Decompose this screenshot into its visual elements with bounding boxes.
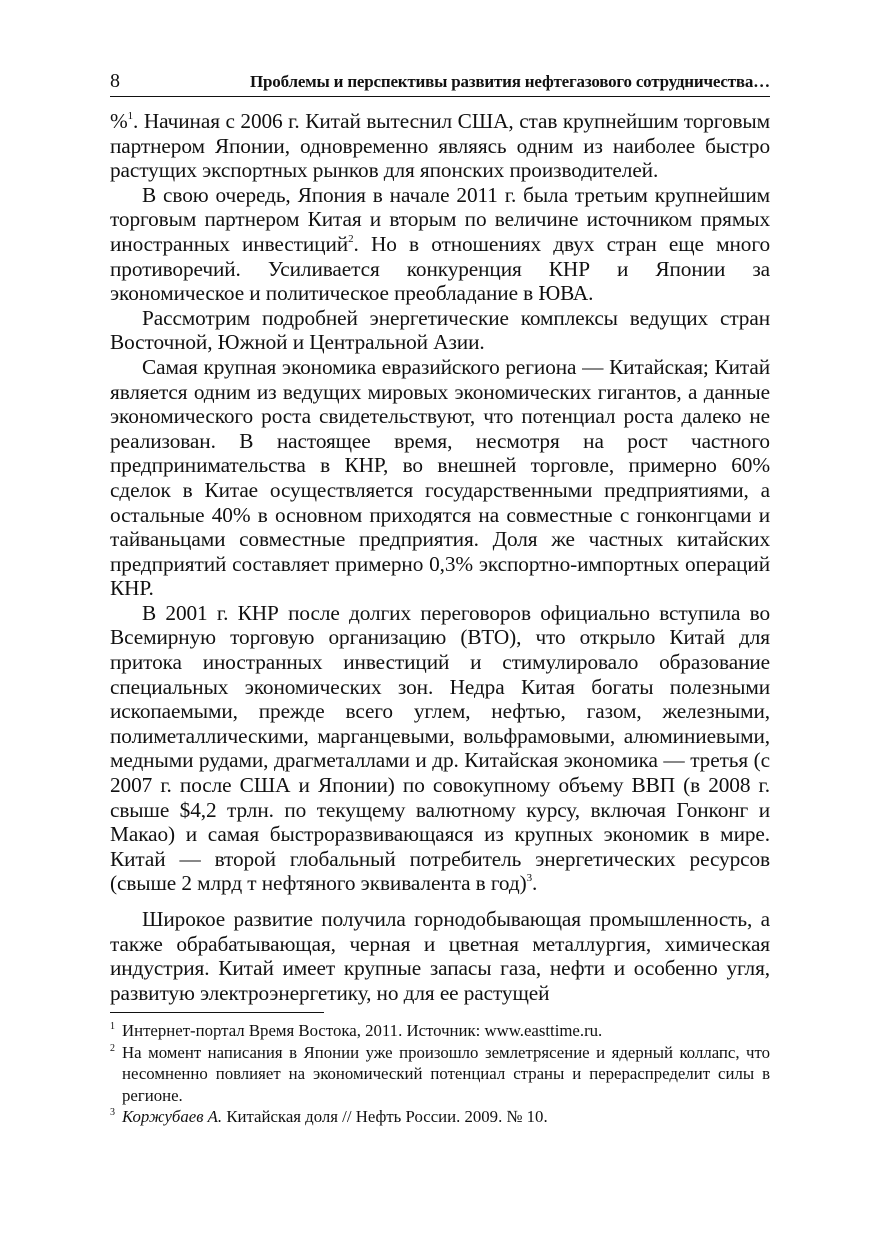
footnote-1-text: Интернет-портал Время Востока, 2011. Источник: www.easttime.ru. [122,1021,603,1040]
paragraph-5-text-a: В 2001 г. КНР после долгих переговоров официально вступила во Всемирную торговую организацию (ВТО), что открыло Китай для притока иностранных инвестиций и стимулировало образование специальных экономических зон. Недра Китая богаты полезными ископаемыми, прежде всего углем, нефтью, газом, железными, полиметаллическими, марганцевыми, вольфрамовыми, алюминиевыми, медными рудами, драгметаллами и др. Китайская экономика — третья (с 2007 г. после США и Японии) по совокупному объему ВВП (в 2008 г. свыше $4,2 трлн. по текущему валютному курсу, включая Гонконг и Макао) и самая быстроразвивающаяся из крупных экономик в мире. Китай — второй глобальный потребитель энергетических ресурсов (свыше 2 млрд т нефтяного эквивалента в год) [110,600,770,896]
paragraph-5-text-b: . [532,871,538,896]
paragraph-2-text-b: . Но в отношениях двух стран еще много противоречий. Усиливается конкуренция КНР и Японии за экономическое и политическое преобладание в ЮВА. [110,231,770,306]
footnote-3-citation: Китайская доля // Нефть России. 2009. № 10. [222,1107,548,1127]
footnote-3-number: 3 [110,1107,115,1119]
body-text [110,109,770,1005]
paragraph-5 [110,601,770,896]
footnote-ref-1: 1 [127,110,134,122]
footnote-2-text: На момент написания в Японии уже произошло землетрясение и ядерный коллапс, что несомненно повлияет на экономический потенциал страны и перераспределит силы в регионе. [122,1042,770,1105]
footnote-separator [110,1012,324,1013]
footnote-ref-3: 3 [526,872,533,885]
page-number: 8 [110,70,120,92]
footnote-3-author: Коржубаев А. [122,1107,223,1127]
paragraph-3: Рассмотрим подробней энергетические комплексы ведущих стран Восточной, Южной и Центральной Азии. [110,305,770,355]
running-header [110,68,770,97]
paragraph-2 [110,183,770,306]
footnote-1-number: 1 [110,1021,115,1032]
footnote-ref-2: 2 [348,232,354,245]
paragraph-4: Самая крупная экономика евразийского региона — Китайская; Китай является одним из ведущих мировых экономических гигантов, а данные экономического роста свидетельствуют, что потенциал роста далеко не реализован. В настоящее время, несмотря на рост частного предпринимательства в КНР, во внешней торговле, примерно 60% сделок в Китае осуществляется государственными предприятиями, а остальные 40% в основном приходятся на совместные с гонконгцами и тайваньцами совместные предприятия. Доля же частных китайских предприятий составляет примерно 0,3% экспортно-импортных операций КНР. [110,354,770,601]
paragraph-1-text-b: . Начиная с 2006 г. Китай вытеснил США, став крупнейшим торговым партнером Японии, одновременно являясь одним из наиболее быстро растущих экспортных рынков для японских производителей. [110,109,770,183]
paragraph-1 [110,109,770,183]
paragraph-2-text-a: В свою очередь, Япония в начале 2011 г. была третьим крупнейшим торговым партнером Китая и вторым по величине источником прямых иностранных инвестиций [110,182,770,256]
paragraph-6: Широкое развитие получила горнодобывающая промышленность, а также обрабатывающая, черная и цветная металлургия, химическая индустрия. Китай имеет крупные запасы газа, нефти и особенно угля, развитую электроэнергетику, но для ее растущей [110,907,770,1005]
paragraph-1-text-a: % [110,109,128,133]
page [110,68,770,1005]
footnote-3 [110,1106,770,1128]
footnote-1 [110,1020,770,1042]
running-title: Проблемы и перспективы развития нефтегазового сотрудничества… [250,72,770,91]
footnote-2 [110,1042,770,1107]
footnote-3-text [122,1106,770,1128]
footnote-2-number: 2 [110,1042,115,1054]
footnotes [110,1020,770,1128]
